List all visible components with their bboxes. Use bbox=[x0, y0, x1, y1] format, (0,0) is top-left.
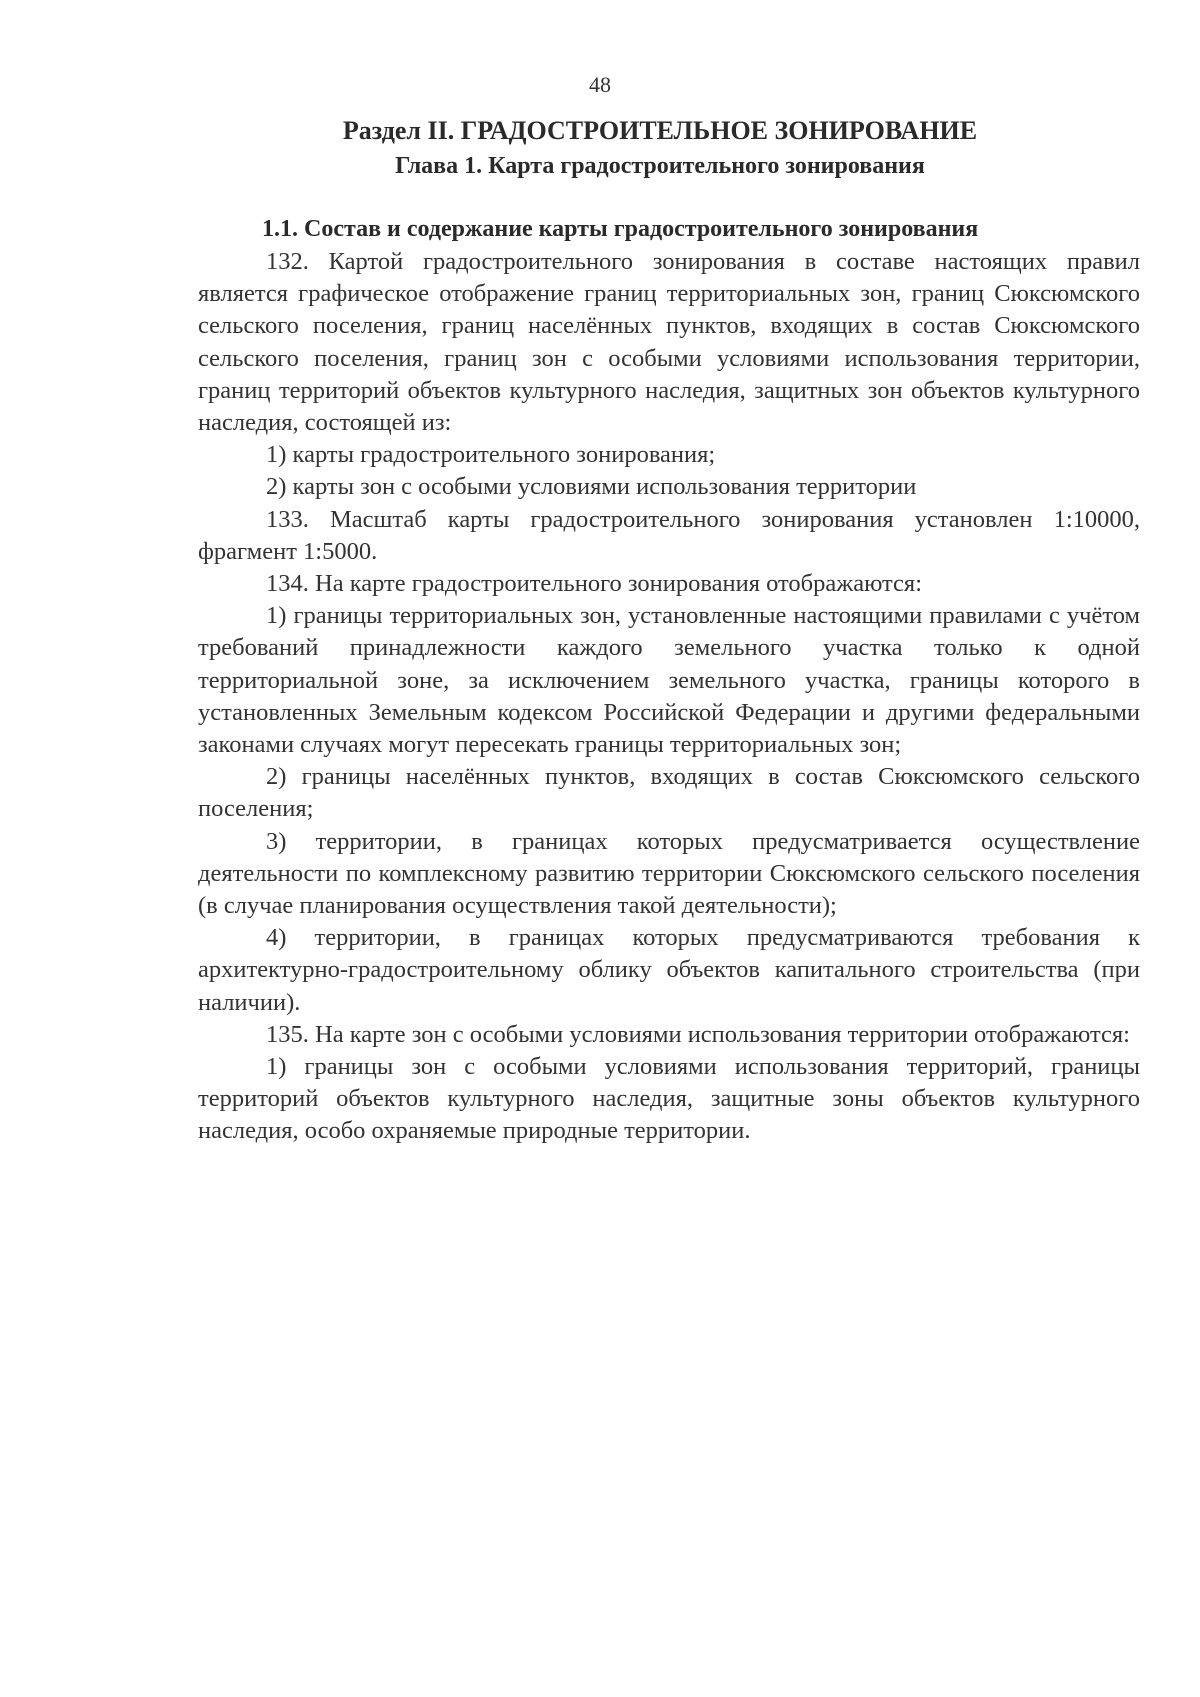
list-item: 3) территории, в границах которых предусматривается осуществление деятельности по комплексному развитию территории Сюксюмского сельского поселения (в случае планирования осуществления такой деятельности); bbox=[198, 827, 1140, 920]
paragraph-133: 133. Масштаб карты градостроительного зонирования установлен 1:10000, фрагмент 1:5000. bbox=[198, 505, 1140, 565]
section-title: Раздел II. ГРАДОСТРОИТЕЛЬНОЕ ЗОНИРОВАНИЕ bbox=[342, 116, 978, 145]
list-item: 4) территории, в границах которых предусматриваются требования к архитектурно-градостроительному облику объектов капитального строительства (при наличии). bbox=[198, 924, 1140, 1016]
paragraph-134: 134. На карте градостроительного зонирования отображаются: bbox=[266, 570, 923, 598]
page-number: 48 bbox=[589, 72, 611, 97]
list-item: 1) карты градостроительного зонирования; bbox=[266, 441, 716, 469]
list-item: 2) границы населённых пунктов, входящих в состав Сюксюмского сельского поселения; bbox=[198, 763, 1140, 823]
document-body bbox=[198, 246, 1140, 1148]
list-item: 1) границы зон с особыми условиями использования территорий, границы территорий объектов культурного наследия, защитные зоны объектов культурного наследия, особо охраняемые природные территории. bbox=[198, 1053, 1140, 1145]
paragraph-135: 135. На карте зон с особыми условиями использования территории отображаются: bbox=[266, 1020, 1130, 1048]
chapter-title: Глава 1. Карта градостроительного зонирования bbox=[395, 153, 925, 179]
list-item: 1) границы территориальных зон, установленные настоящими правилами с учётом требований принадлежности каждого земельного участка только к одной территориальной зоне, за исключением земельного участка, границы которого в установленных Земельным кодексом Российской Федерации и другими федеральными законами случаях могут пересекать границы территориальных зон; bbox=[198, 602, 1140, 759]
subsection-title: 1.1. Состав и содержание карты градостроительного зонирования bbox=[262, 216, 979, 242]
list-item: 2) карты зон с особыми условиями использования территории bbox=[266, 473, 917, 501]
paragraph-132: 132. Картой градостроительного зонирования в составе настоящих правил является графическое отображение границ территориальных зон, границ Сюксюмского сельского поселения, границ населённых пунктов, входящих в состав Сюксюмского сельского поселения, границ зон с особыми условиями использования территории, границ территорий объектов культурного наследия, защитных зон объектов культурного наследия, состоящей из: bbox=[198, 248, 1140, 437]
